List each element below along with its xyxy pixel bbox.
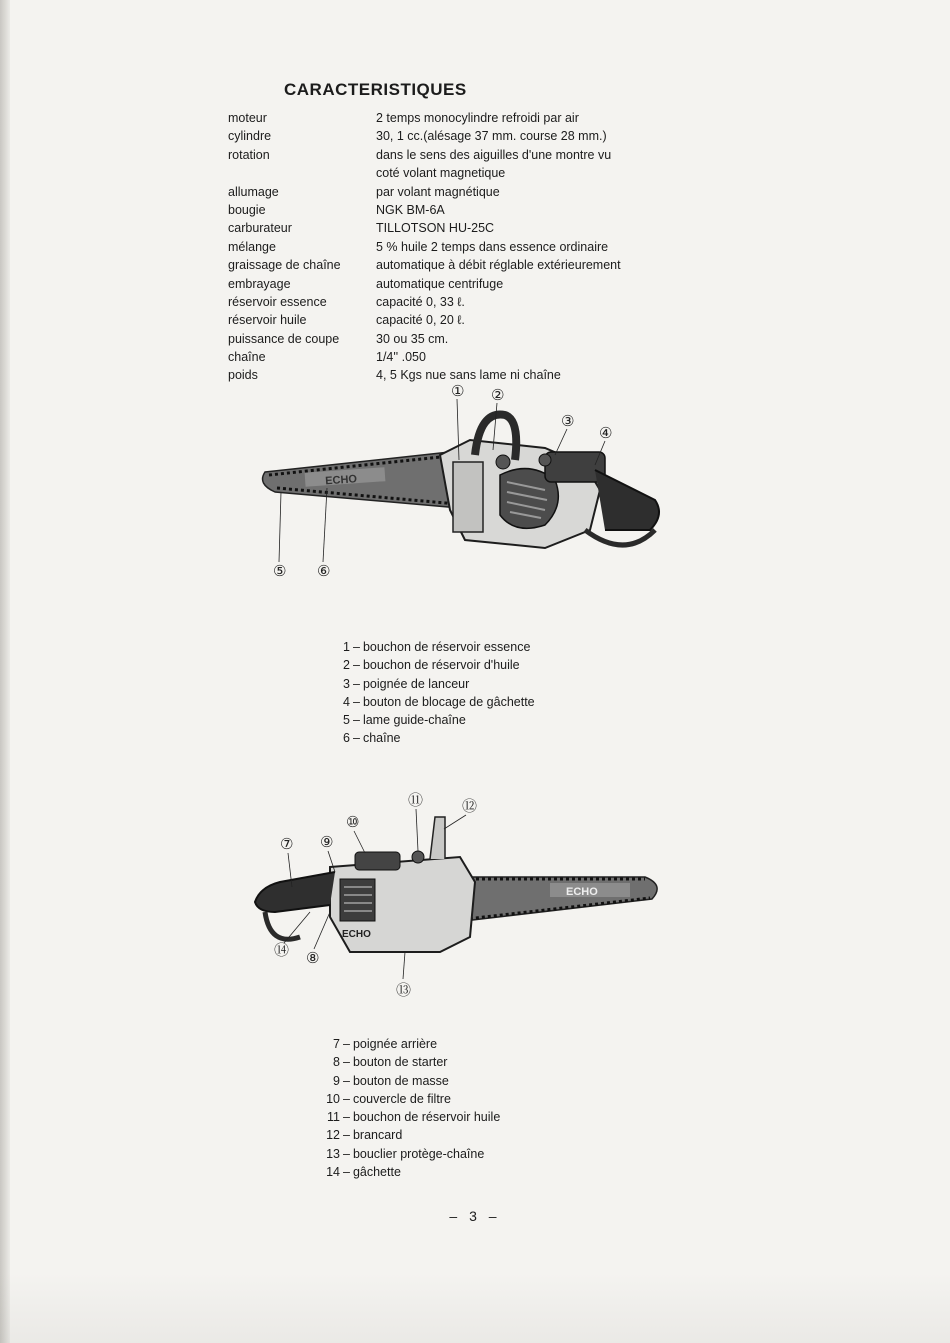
legend-dash: – [343,1146,350,1161]
legend-text: chaîne [362,731,401,746]
callout-12: ⑫ [462,797,478,815]
legend-item [336,675,535,693]
callout-1: ① [451,382,465,400]
callout-14: ⑭ [274,941,290,959]
saw-body [440,415,659,549]
legend-figure-1 [336,638,535,748]
spec-row [228,164,621,182]
spec-value: coté volant magnetique [376,166,506,181]
legend-number: 8 [333,1055,340,1070]
callout-3: ③ [561,412,575,430]
spec-label: chaîne [228,350,266,365]
legend-item [336,656,535,674]
spec-row [228,219,621,237]
spec-row [228,127,621,145]
callout-4: ④ [599,424,613,442]
legend-number: 12 [326,1128,340,1143]
spec-label: moteur [228,111,267,125]
legend-number: 10 [326,1091,340,1106]
bar-brand-text: ECHO [566,886,598,898]
spec-value: 4, 5 Kgs nue sans lame ni chaîne [376,368,561,383]
legend-number: 6 [343,731,350,746]
legend-text: bouchon de réservoir essence [362,640,531,654]
legend-number: 11 [327,1110,340,1125]
legend-item [326,1163,500,1181]
spec-value: TILLOTSON HU-25C [376,221,495,236]
legend-item [326,1035,500,1053]
legend-dash: – [343,1037,350,1051]
legend-number: 9 [333,1073,340,1088]
legend-item [326,1108,500,1126]
legend-dash: – [353,676,360,691]
spec-row [228,238,621,256]
spec-value: capacité 0, 33 ℓ. [376,294,465,309]
page-edge-shadow [0,0,10,1343]
chainsaw-figure-left-view [240,787,680,1002]
legend-dash: – [343,1073,350,1088]
callout-5: ⑤ [273,562,287,580]
spec-value: 2 temps monocylindre refroidi par air [376,111,579,125]
spec-label: poids [228,368,258,383]
spec-label: puissance de coupe [228,331,340,346]
guide-bar-chain [263,452,460,508]
spec-value: capacité 0, 20 ℓ. [376,313,465,328]
callout-13: ⑬ [396,981,412,999]
legend-number: 7 [333,1037,340,1051]
legend-item [336,711,535,729]
spec-label: cylindre [228,129,272,144]
spec-row [228,348,621,366]
callout-8: ⑧ [306,949,320,967]
spec-row [228,183,621,201]
chainsaw-figure-right-view [245,380,675,580]
legend-figure-2 [326,1035,500,1181]
callout-2: ② [491,386,505,404]
spec-value: dans le sens des aiguilles d'une montre vu [376,147,612,162]
callout-9: ⑨ [320,833,334,851]
legend-number: 13 [326,1146,340,1161]
legend-dash: – [353,731,360,746]
spec-row [228,311,621,329]
spec-value: 30, 1 cc.(alésage 37 mm. course 28 mm.) [376,129,607,144]
spec-value: 30 ou 35 cm. [376,331,449,346]
page-number: – 3 – [449,1208,501,1224]
legend-dash: – [353,713,360,728]
callout-7: ⑦ [280,835,294,853]
callout-6: ⑥ [317,562,331,580]
legend-dash: – [343,1091,350,1106]
legend-text: bouton de blocage de gâchette [362,694,535,709]
legend-number: 14 [326,1165,340,1180]
legend-item [326,1053,500,1071]
legend-item [326,1145,500,1163]
legend-dash: – [343,1055,350,1070]
spec-label: embrayage [228,276,291,291]
spec-label: carburateur [228,221,292,236]
legend-number: 2 [343,658,350,673]
legend-dash: – [353,640,360,654]
callout-10: ⑩ [346,813,360,831]
callout-11: ⑪ [408,791,424,809]
spec-label: réservoir essence [228,294,327,309]
legend-text: couvercle de filtre [352,1091,451,1106]
section-title: CARACTERISTIQUES [284,80,467,99]
guide-bar-chain [455,877,657,922]
spec-label: rotation [228,147,270,162]
legend-text: brancard [352,1128,403,1143]
legend-item [326,1090,500,1108]
spec-value: par volant magnétique [376,184,500,199]
legend-dash: – [343,1165,350,1180]
legend-text: bouton de masse [352,1073,449,1088]
legend-text: lame guide-chaîne [362,713,466,728]
spec-row [228,146,621,164]
legend-text: poignée arrière [352,1037,438,1051]
page-bottom-shade [0,1273,950,1343]
spec-row [228,330,621,348]
legend-dash: – [353,658,360,673]
spec-label: mélange [228,239,276,254]
spec-table [228,109,621,385]
spec-label: bougie [228,202,266,217]
spec-value: 1/4'' .050 [376,350,426,365]
legend-text: bouclier protège-chaîne [352,1146,485,1161]
legend-text: bouchon de réservoir d'huile [362,658,520,673]
legend-dash: – [353,694,360,709]
legend-item [326,1072,500,1090]
spec-label: allumage [228,184,279,199]
spec-value: 5 % huile 2 temps dans essence ordinaire [376,239,609,254]
legend-number: 5 [343,713,350,728]
legend-dash: – [343,1110,350,1125]
legend-text: gâchette [352,1165,401,1180]
legend-item [326,1126,500,1144]
spec-row [228,275,621,293]
spec-row [228,256,621,274]
body-brand-text: ECHO [342,929,371,940]
spec-value: automatique à débit réglable extérieurement [376,258,621,273]
legend-number: 3 [343,676,350,691]
spec-label: réservoir huile [228,313,307,328]
legend-text: poignée de lanceur [362,676,470,691]
legend-item [336,729,535,747]
legend-number: 4 [343,694,350,709]
legend-text: bouton de starter [352,1055,448,1070]
bar-brand-text: ECHO [324,473,358,488]
spec-row [228,293,621,311]
spec-row [228,201,621,219]
spec-value: automatique centrifuge [376,276,504,291]
spec-row [228,109,621,127]
legend-number: 1 [343,640,350,654]
spec-value: NGK BM-6A [376,202,445,217]
legend-item [336,638,535,656]
legend-dash: – [343,1128,350,1143]
legend-item [336,693,535,711]
legend-text: bouchon de réservoir huile [352,1110,501,1125]
spec-label: graissage de chaîne [228,258,341,273]
